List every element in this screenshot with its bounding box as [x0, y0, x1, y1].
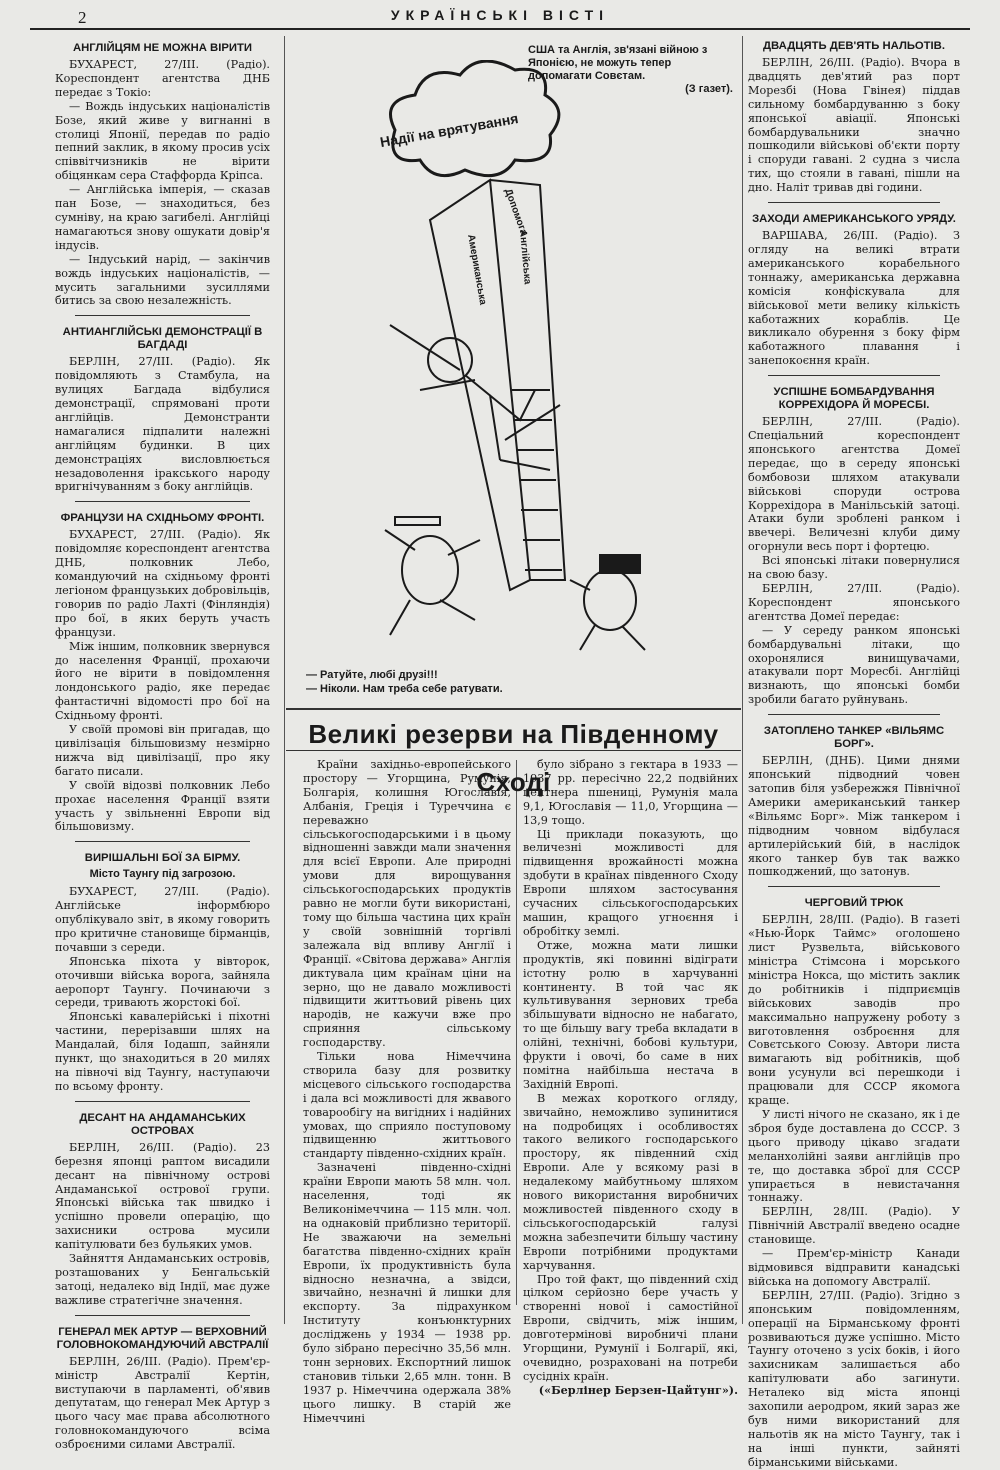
- newspaper-title: УКРАЇНСЬКІ ВІСТІ: [390, 7, 610, 23]
- news-headline: УСПІШНЕ БОМБАРДУВАННЯ КОРРЕХІДОРА Й МОРЕСБІ.: [773, 386, 935, 412]
- news-headline: ЧЕРГОВИЙ ТРЮК: [804, 897, 904, 910]
- news-item: [748, 897, 960, 1469]
- news-item: [748, 213, 960, 376]
- falling-figure: [390, 325, 560, 470]
- cloud-label: Надії на врятування: [378, 110, 520, 151]
- article-paragraph: було зібрано з гектара в 1933 — 1937 рр. пересічно 22,2 подвійних центнера пшениці, Румунія мала 9,1, Югославія — 11,0, Угорщина — 13,9 тощо.: [523, 758, 738, 827]
- news-paragraph: Між іншим, полковник звернувся до населення Франції, прохаючи його не вірити в повідомлення лондонського радіо, яке передає фантастичні відомості про бої на Східньому фронті.: [55, 639, 270, 723]
- page-number: 2: [78, 8, 87, 27]
- running-figure-left: [385, 517, 480, 635]
- column-divider-article: [516, 760, 517, 1305]
- main-article-title: Великі резерви на Південному Сході: [286, 708, 741, 751]
- cartoon-dialog-2: — Ніколи. Нам треба себе ратувати.: [306, 683, 503, 695]
- news-item: [55, 1112, 270, 1316]
- political-cartoon: [300, 60, 740, 660]
- article-paragraph: Ці приклади показують, що величезні можливості для підвищення врожайності можна здобути в країнах південного Сходу Европи шляхом застосування сучасних сільськогосподарських машин, кращого угноєння і обробітку землі.: [523, 827, 738, 938]
- cartoon-dialog: [306, 668, 726, 696]
- news-paragraph: БЕРЛІН, 27/ІІІ. (Радіо). Кореспондент японського агентства Домеї передає:: [748, 582, 960, 623]
- news-separator: [75, 501, 250, 502]
- news-item: [748, 386, 960, 715]
- news-paragraph: — Англійська імперія, — сказав пан Бозе, — знаходиться, без сумніву, на краю загибелі. Англійці намагаються знову ошукати довір'я індусів.: [55, 183, 270, 252]
- article-paragraph: Зазначені південно-східні країни Европи мають 58 млн. чол. населення, тоді як Великонімеччина — 115 млн. чол. на однаковій приблизно території. Не зважаючи на земельні багатства південно-східних країн Европи, їх продуктивність була відносно незначна, а звідси, звичайно, незначні й лишки для експорту. За підрахунком Інституту конъюнктурних досліджень у 1934 — 1938 рр. було зібрано пересічно 35,56 млн. тонн зернових. Експортний лишок становив тільки 2,65 млн. тонн. В 1937 р. Німеччина одержала 38% цього лишку. В старій же Німеччині: [303, 1161, 511, 1425]
- news-separator: [768, 375, 940, 376]
- news-item: [55, 512, 270, 842]
- news-paragraph: — Прем'єр-міністр Канади відмовився відправити канадські війська на допомогу Австралії.: [748, 1247, 960, 1288]
- news-separator: [768, 202, 940, 203]
- news-separator: [75, 841, 250, 842]
- main-article-column-a: [303, 758, 511, 1426]
- news-paragraph: БЕРЛІН, 28/ІІІ. (Радіо). У Північній Австралії введено осадне становище.: [748, 1205, 960, 1247]
- news-paragraph: БЕРЛІН, (ДНБ). Цими днями японський підводний човен затопив біля узбережжя Північної Америки американський танкер «Вільямс Борг». Між танкером і підводним човном відбулася артилерійський бій, в наслідок якого танкер був так важко пошкоджений, що затонув.: [748, 754, 960, 879]
- news-paragraph: — Вождь індуських націоналістів Бозе, який живе у вигнанні в столиці Японії, передав по радіо пепний заклик, в якому просив усіх співвітчизників не вірити обіцянкам сера Стаффорда Кріпса.: [55, 99, 270, 183]
- cartoon-caption-source: (З газет).: [685, 83, 733, 95]
- news-paragraph: — У середу ранком японські бомбардувальні літаки, що охоронялися винищувачами, атакували порт Моресбі. Англійці визнають, що японські бомби зробили багато руйнувань.: [748, 623, 960, 707]
- news-paragraph: У листі нічого не сказано, як і де зброя буде доставлена до СССР. З цього приводу цікаво згадати меланхолійні заяви англійців про те, що доставка зброї для СССР упирається в невистачання тоннажу.: [748, 1108, 960, 1205]
- main-article-column-b: [523, 758, 738, 1398]
- news-paragraph: БЕРЛІН, 28/ІІІ. (Радіо). В газеті «Нью-Йорк Таймс» оголошено лист Рузвельта, військового міністра Стімсона і морського міністра Нокса, що містить заклик до робітників і підприємців військових заводів про максимально напружену роботу з виготовлення озброєння для Совєтського Союзу. Автори листа вимагають від робітників, щоб вони усунули всі перешкоди і працювали для СССР якомога краще.: [748, 913, 960, 1108]
- article-paragraph: В межах короткого огляду, звичайно, неможливо зупинитися на подробицях і особливостях такого великого господарського простору, як південний схід Европи. Але у всякому разі в недалекому майбутньому шляхом нового використання виробничих можливостей південного сходу в сільськогосподарській галузі можна забезпечити більшу частину Европи потрібними продуктами харчування.: [523, 1091, 738, 1272]
- article-paragraph: Країни західньо-европейського простору — Угорщина, Румунія, Болгарія, колишня Югославія, Албанія, Греція і Туреччина є переважно сільськогосподарськими і в цьому відношенні завжди мали значення для всієї Европи. Але природні умови для вирощування сільськогосподарських продуктів равно не могли бути використані, тому що більша частина цих країн у своїй зовнішній торгівлі залежала від впливу Англії і Франції. «Світова держава» Англія диктувала цим країнам ціни на зерно, що не давало можливості підвищити життьовий рівень цих народів, не кажучи вже про сприяння сільському господарству.: [303, 758, 511, 1050]
- news-paragraph: БУХАРЕСТ, 27/ІІІ. (Радіо). Англійське інформбюро опублікувало звіт, в якому говорить про критичне становище бірманців, почавши з середи.: [55, 885, 270, 954]
- news-headline: ДВАДЦЯТЬ ДЕВ'ЯТЬ НАЛЬОТІВ.: [763, 40, 945, 52]
- news-item: [55, 1326, 270, 1452]
- news-separator: [768, 714, 940, 715]
- article-source: («Берлінер Берзен-Цайтунг»).: [538, 1382, 738, 1397]
- news-paragraph: БУХАРЕСТ, 27/ІІІ. (Радіо). Як повідомляє кореспондент агентства ДНБ, полковник Лебо, командуючий на східньому фронті легіоном французьких добровільців, говорив по радіо Лахті (Фінляндія) про бої, в яких беруть участь французи.: [55, 528, 270, 639]
- ladder-label-right: Англійська: [517, 229, 533, 285]
- news-paragraph: У своїй промові він пригадав, що цивілізація більшовизму незмірно нижча від цивілізації, про яку багато писали.: [55, 723, 270, 778]
- news-paragraph: БЕРЛІН, 26/ІІІ. (Радіо). Прем'єр-міністр Австралії Кертін, виступаючи в парламенті, об'явив депутатам, що генерал Мек Артур з цього часу має права абсолютного головнокомандуючого всіма озброєними силами Австралії.: [55, 1354, 270, 1452]
- news-paragraph: Японські кавалерійські і піхотні частини, перерізавши шлях на Мандалай, біля Іодашп, зайняли пункт, що знаходиться в 20 милях на півночі від Таунгу, наступаючи по всьому фронту.: [55, 1010, 270, 1093]
- masthead: [30, 4, 970, 30]
- cartoon-caption-text: США та Англія, зв'язані війною з Японією, не можуть тепер допомагати Совєтам.: [528, 44, 708, 82]
- news-paragraph: БЕРЛІН, 27/ІІІ. (Радіо). Як повідомляють з Стамбула, на вулицях Багдада відбулися демонстрації, спрямовані проти англійців. Демонстранти намагалися підпалити належні англійцям будинки. В цих демонстраціях висловлюється незадоволення іракського народу вригнічуванням з боку англійців.: [55, 355, 270, 494]
- news-headline: ГЕНЕРАЛ МЕК АРТУР — ВЕРХОВНИЙ ГОЛОВНОКОМАНДУЮЧИЙ АВСТРАЛІЇ: [56, 1325, 269, 1351]
- news-paragraph: БЕРЛІН, 26/ІІІ. (Радіо). 23 березня японці раптом висадили десант на північному острові Андаманської острової групи. Японські війська так швидко і успішно провели операцію, що захисники острова мусили капітулювати без бульяких умов.: [55, 1140, 270, 1252]
- left-column: [55, 42, 270, 1452]
- news-paragraph: БУХАРЕСТ, 27/ІІІ. (Радіо). Кореспондент агентства ДНБ передає з Токіо:: [55, 58, 270, 99]
- cartoon-dialog-1: — Ратуйте, любі друзі!!!: [306, 669, 438, 681]
- news-headline: АНГЛІЙЦЯМ НЕ МОЖНА ВІРИТИ: [72, 42, 253, 54]
- news-item: [55, 326, 270, 502]
- news-separator: [75, 315, 250, 316]
- news-paragraph: БЕРЛІН, 27/ІІІ. (Радіо). Спеціальний кореспондент японського агентства Домеї передає, що в середу японські бомбовози шляхом атакували військові споруди острова Коррехідора в Манільській затоці. Атаки були зроблені ранком і ввечері. Величезні клуби диму огорнули весь порт і фортецю.: [748, 415, 960, 554]
- news-paragraph: Японська піхота у вівторок, оточивши війська ворога, зайняла аеропорт Таунгу. Починаючи з середи, тривають жорстокі бої.: [55, 954, 270, 1010]
- news-headline: ЗАТОПЛЕНО ТАНКЕР «ВІЛЬЯМС БОРГ».: [763, 725, 945, 751]
- column-divider-left: [284, 36, 285, 1324]
- article-paragraph: Отже, можна мати лишки продуктів, які повинні відіграти істотну ролю в харчуванні континенту. В той час як культивування зернових треба збільшувати відносно не набагато, то ще більшу вагу треба вкладати в олійні, технічні, бобові культури, фрукти і овочі, бо саме в них помітна найбільша нестача в Західній Европі.: [523, 938, 738, 1091]
- news-separator: [75, 1101, 250, 1102]
- news-item: [55, 42, 270, 316]
- news-headline: АНТИАНГЛІЙСЬКІ ДЕМОНСТРАЦІЇ В БАГДАДІ: [62, 326, 263, 352]
- news-paragraph: Всі японські літаки повернулися на свою базу.: [748, 554, 960, 582]
- right-column: [748, 40, 960, 1470]
- ladder-label-left: Американська: [465, 233, 489, 306]
- news-paragraph: У своїй відозві полковник Лебо прохає населення Франції взяти участь у звільненні Европи від більшовизму.: [55, 778, 270, 834]
- news-headline: ФРАНЦУЗИ НА СХІДНЬОМУ ФРОНТІ.: [60, 512, 265, 525]
- column-divider-right: [742, 36, 743, 1324]
- news-separator: [768, 886, 940, 887]
- news-item: [748, 725, 960, 887]
- running-figure-right: [570, 555, 645, 650]
- news-paragraph: БЕРЛІН, 26/ІІІ. (Радіо). Вчора в двадцять дев'ятий раз порт Морезбі (Нова Гвінея) піддав сильному бомбардуванню з боку японської авіації. Японські бомбардувальники значно пошкодили військові об'єкти порту і споруди гавані. 2 судна з числа тих, що стояли в гавані, пішли на дно. Наліт тривав дві години.: [748, 56, 960, 195]
- news-subheadline: Місто Таунгу під загрозою.: [89, 868, 236, 881]
- news-paragraph: ВАРШАВА, 26/ІІІ. (Радіо). З огляду на великі втрати американського корабельного тоннажу, американська державна комісія конфіскувала для військової мети велику кількість каботажних кораблів. Це викликало обурення з боку фірм каботажного плавання і занепокоєння країн.: [748, 229, 960, 368]
- news-separator: [75, 1315, 250, 1316]
- news-item: [55, 852, 270, 1102]
- ladder-label-top: Допомога: [502, 187, 530, 237]
- news-paragraph: БЕРЛІН, 27/ІІІ. (Радіо). Згідно з японським повідомленням, операції на Бірманському фронті розвиваються дуже успішно. Місто Таунгу оточено з усіх боків, і його захисникам залишається або капітулювати або загинути. Неталеко від міста японці захопили аеродром, який зараз же був ними використаний для нальотів як на місто Таунгу, так і на інші пункти, зайняті бірманськими військами.: [748, 1288, 960, 1469]
- news-headline: ВИРІШАЛЬНІ БОЇ ЗА БІРМУ.: [84, 852, 241, 865]
- news-headline: ЗАХОДИ АМЕРИКАНСЬКОГО УРЯДУ.: [752, 213, 956, 226]
- news-item: [748, 40, 960, 203]
- article-paragraph: Про той факт, що південний схід цілком серйозно бере участь у створенні нової і самостійної Европи, свідчить, між іншим, довготермінові виробничі плани Угорщини, Румунії і Болгарії, які, очевидно, розраховані на потреби сусідніх країн.: [523, 1272, 738, 1383]
- article-paragraph: Тільки нова Німеччина створила базу для розвитку місцевого сільського господарства і дала всі можливості для жвавого товарообігу на вигідних і надійних умовах, що сприяло поступовому підвищенню життьового стандарту південно-східних країн.: [303, 1050, 511, 1161]
- news-paragraph: — Індуський нарід, — закінчив вождь індуських націоналістів, — мусить загальними зусиллями битись за свою незалежність.: [55, 252, 270, 308]
- news-headline: ДЕСАНТ НА АНДАМАНСЬКИХ ОСТРОВАХ: [79, 1111, 246, 1137]
- news-paragraph: Зайняття Андаманських островів, розташованих у Бенгальській затоці, недалеко від Індії, має дуже важливе стратегічне значення.: [55, 1252, 270, 1307]
